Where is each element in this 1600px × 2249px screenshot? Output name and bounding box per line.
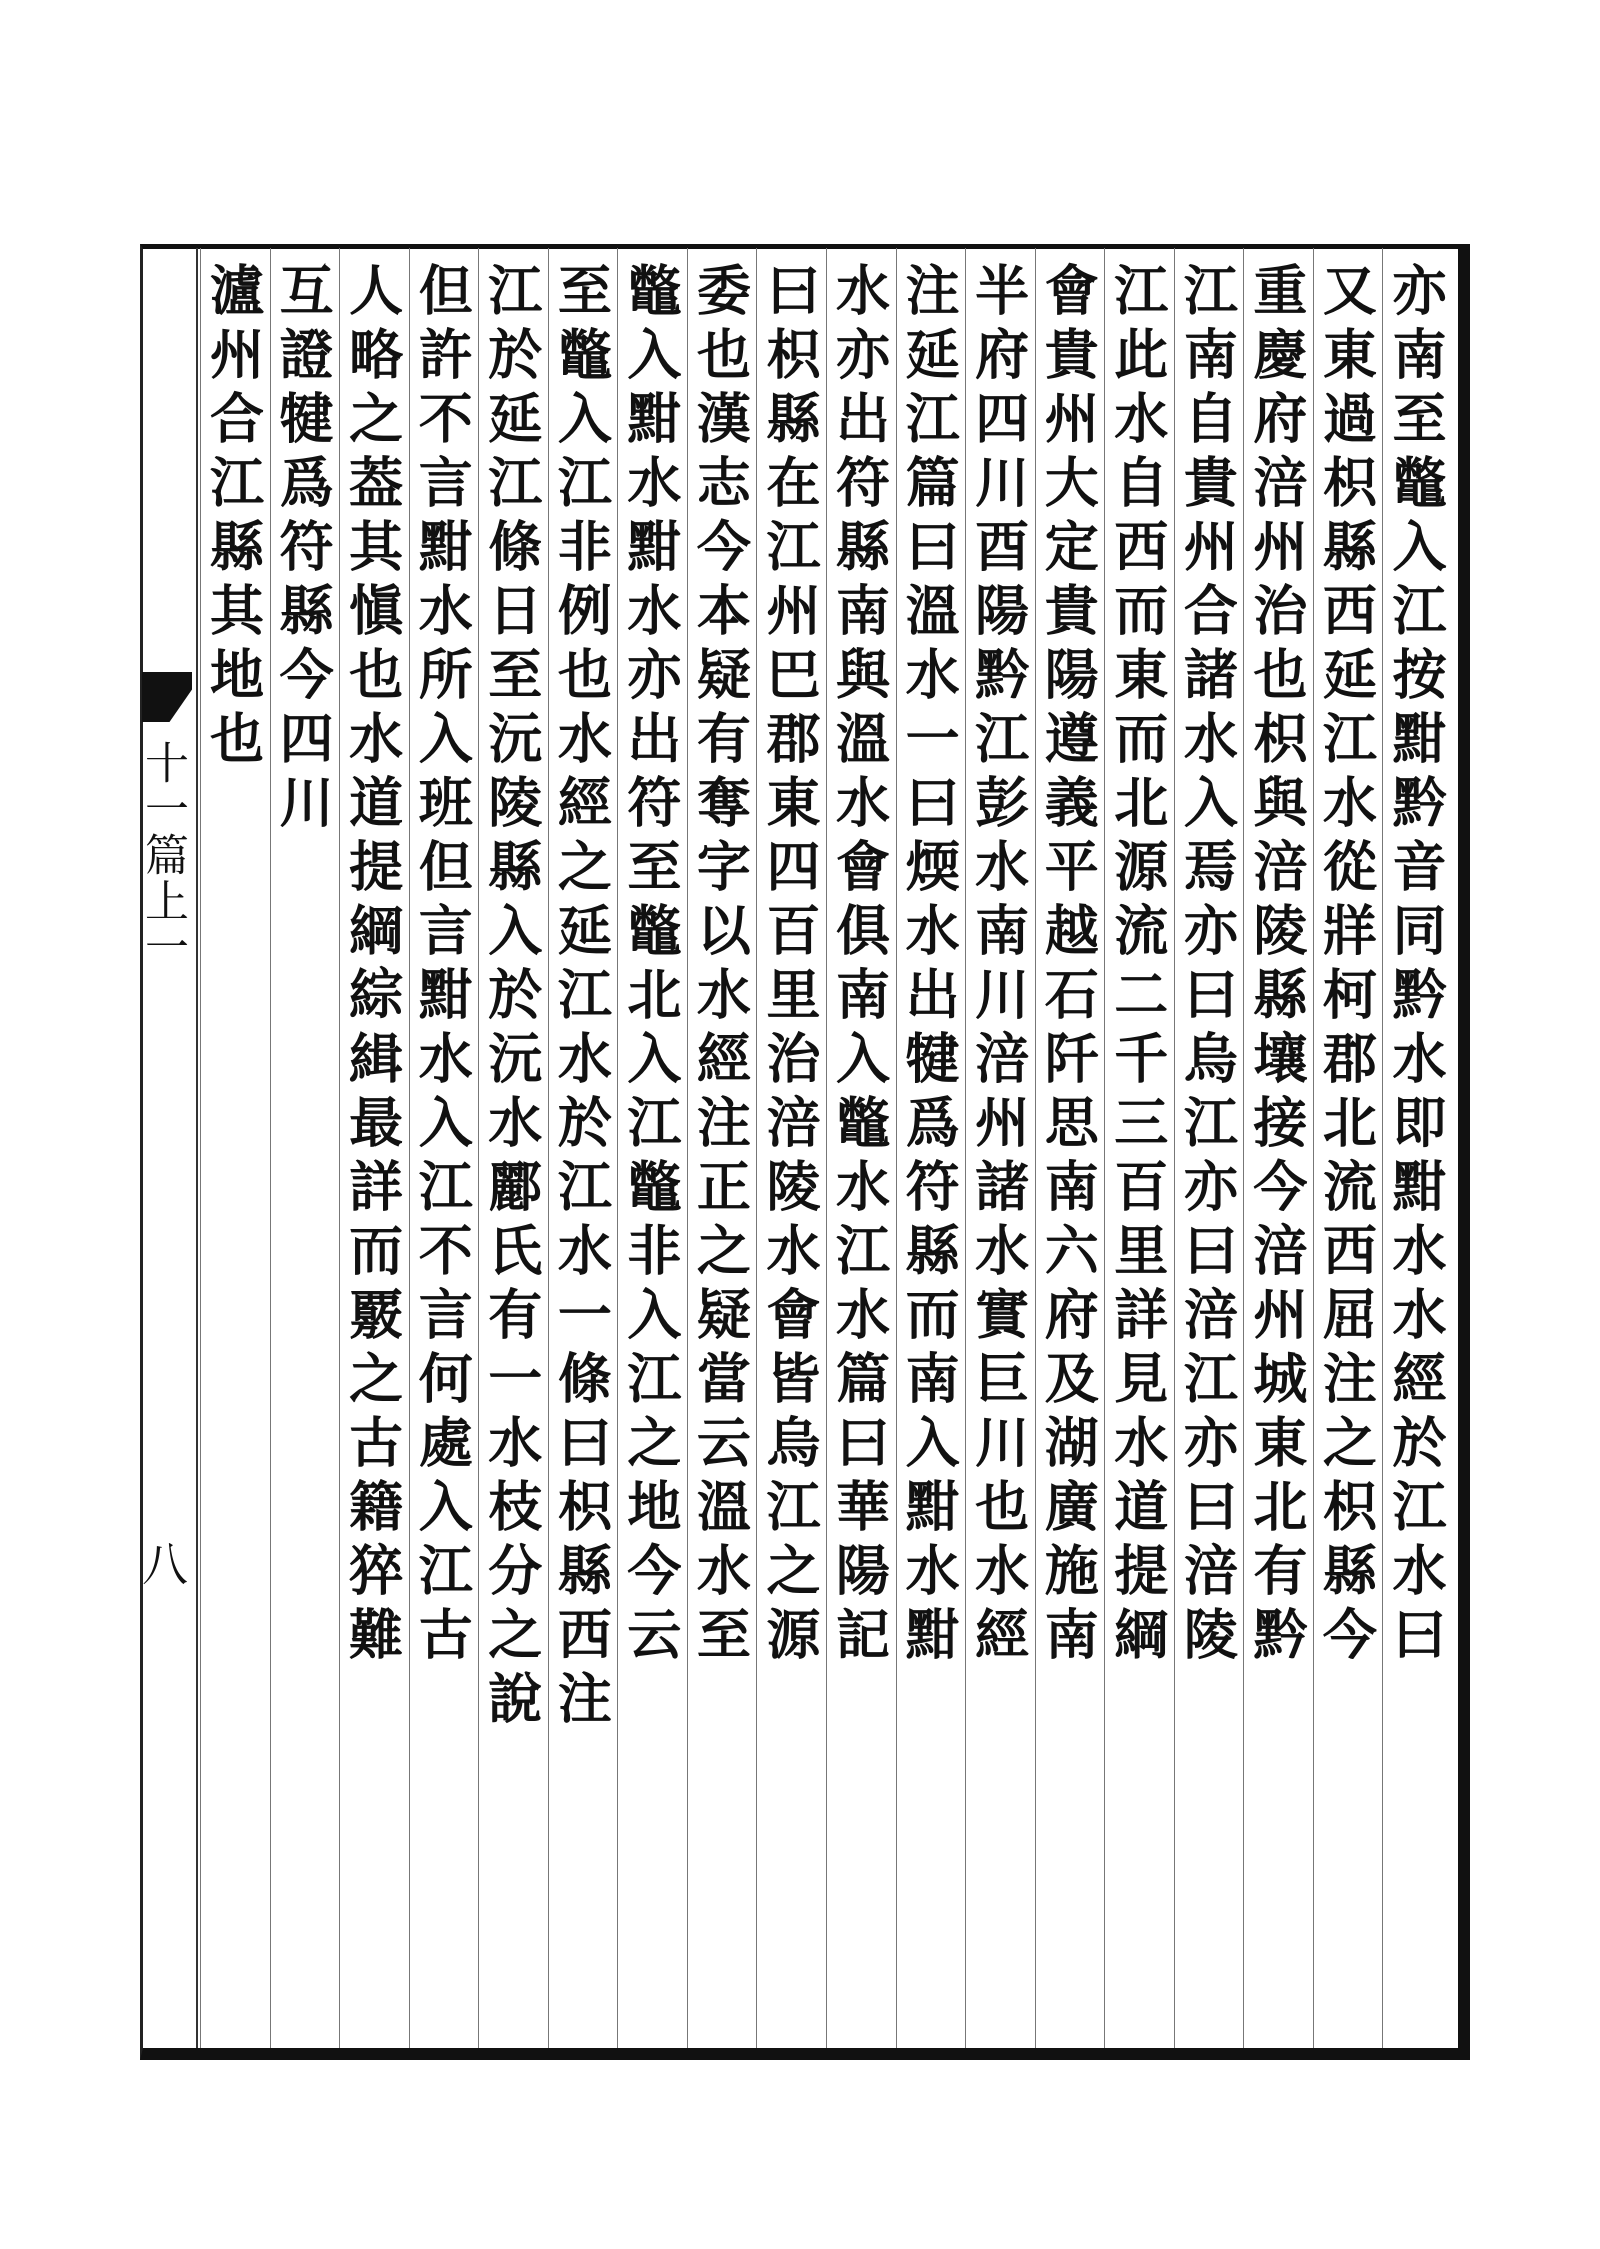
column-rule bbox=[1174, 248, 1175, 2048]
column-rule bbox=[409, 248, 410, 2048]
column-rule bbox=[617, 248, 618, 2048]
text-column-9: 水亦出符縣南與溫水會俱南入鼈水江水篇曰華陽記 bbox=[828, 262, 892, 1670]
text-column-5: 江此水自西而東而北源流二千三百里詳見水道提綱 bbox=[1106, 262, 1170, 1670]
page-gutter bbox=[135, 248, 197, 2048]
column-rule bbox=[687, 248, 688, 2048]
column-rule bbox=[548, 248, 549, 2048]
text-column-6: 會貴州大定貴陽遵義平越石阡思南六府及湖廣施南 bbox=[1036, 262, 1101, 1670]
column-rule bbox=[1243, 248, 1244, 2048]
text-column-17: 互證犍爲符縣今四川 bbox=[271, 262, 336, 838]
column-rule bbox=[965, 248, 966, 2048]
column-rule bbox=[1104, 248, 1105, 2048]
column-rule bbox=[339, 248, 340, 2048]
text-column-1: 亦南至鼈入江按黚黔音同黔水即黚水水經於江水曰 bbox=[1384, 262, 1448, 1670]
column-rule bbox=[896, 248, 897, 2048]
text-column-3: 重慶府涪州治也枳與涪陵縣壤接今涪州城東北有黔 bbox=[1245, 262, 1309, 1670]
gutter-rule bbox=[196, 248, 198, 2048]
column-rule bbox=[1035, 248, 1036, 2048]
text-column-18: 瀘州合江縣其地也 bbox=[202, 262, 266, 774]
text-column-2: 又東過枳縣西延江水從牂柯郡北流西屈注之枳縣今 bbox=[1314, 262, 1379, 1670]
text-column-13: 至鼈入江非例也水經之延江水於江水一條曰枳縣西注 bbox=[549, 262, 614, 1734]
column-rule bbox=[270, 248, 271, 2048]
column-rule bbox=[1313, 248, 1314, 2048]
text-column-4: 江南自貴州合諸水入焉亦曰烏江亦曰涪江亦曰涪陵 bbox=[1175, 262, 1240, 1670]
text-column-16: 人略之葢其愼也水道提綱綜緝最詳而覈之古籍猝難 bbox=[341, 262, 405, 1670]
column-rule bbox=[478, 248, 479, 2048]
text-column-12: 鼈入黚水黚水亦出符至鼈北入江鼈非入江之地今云 bbox=[619, 262, 683, 1670]
text-column-10: 曰枳縣在江州巴郡東四百里治涪陵水會皆烏江之源 bbox=[758, 262, 822, 1670]
text-column-7: 半府四川酉陽黔江彭水南川涪州諸水實巨川也水經 bbox=[967, 262, 1031, 1670]
gutter-chapter-label: 十一篇上一 bbox=[137, 740, 188, 970]
text-column-15: 但許不言黚水所入班但言黚水入江不言何處入江古 bbox=[410, 262, 475, 1670]
column-rule bbox=[826, 248, 827, 2048]
gutter-folio-number: 八 bbox=[135, 1540, 189, 1586]
text-column-11: 委也漢志今本疑有奪字以水經注正之疑當云溫水至 bbox=[688, 262, 753, 1670]
column-rule bbox=[200, 248, 201, 2048]
column-rule bbox=[1382, 248, 1383, 2048]
text-column-14: 江於延江條日至沅陵縣入於沅水酈氏有一水枝分之說 bbox=[480, 262, 544, 1734]
text-column-8: 注延江篇曰溫水一曰煗水出犍爲符縣而南入黚水黚 bbox=[897, 262, 962, 1670]
column-rule bbox=[756, 248, 757, 2048]
